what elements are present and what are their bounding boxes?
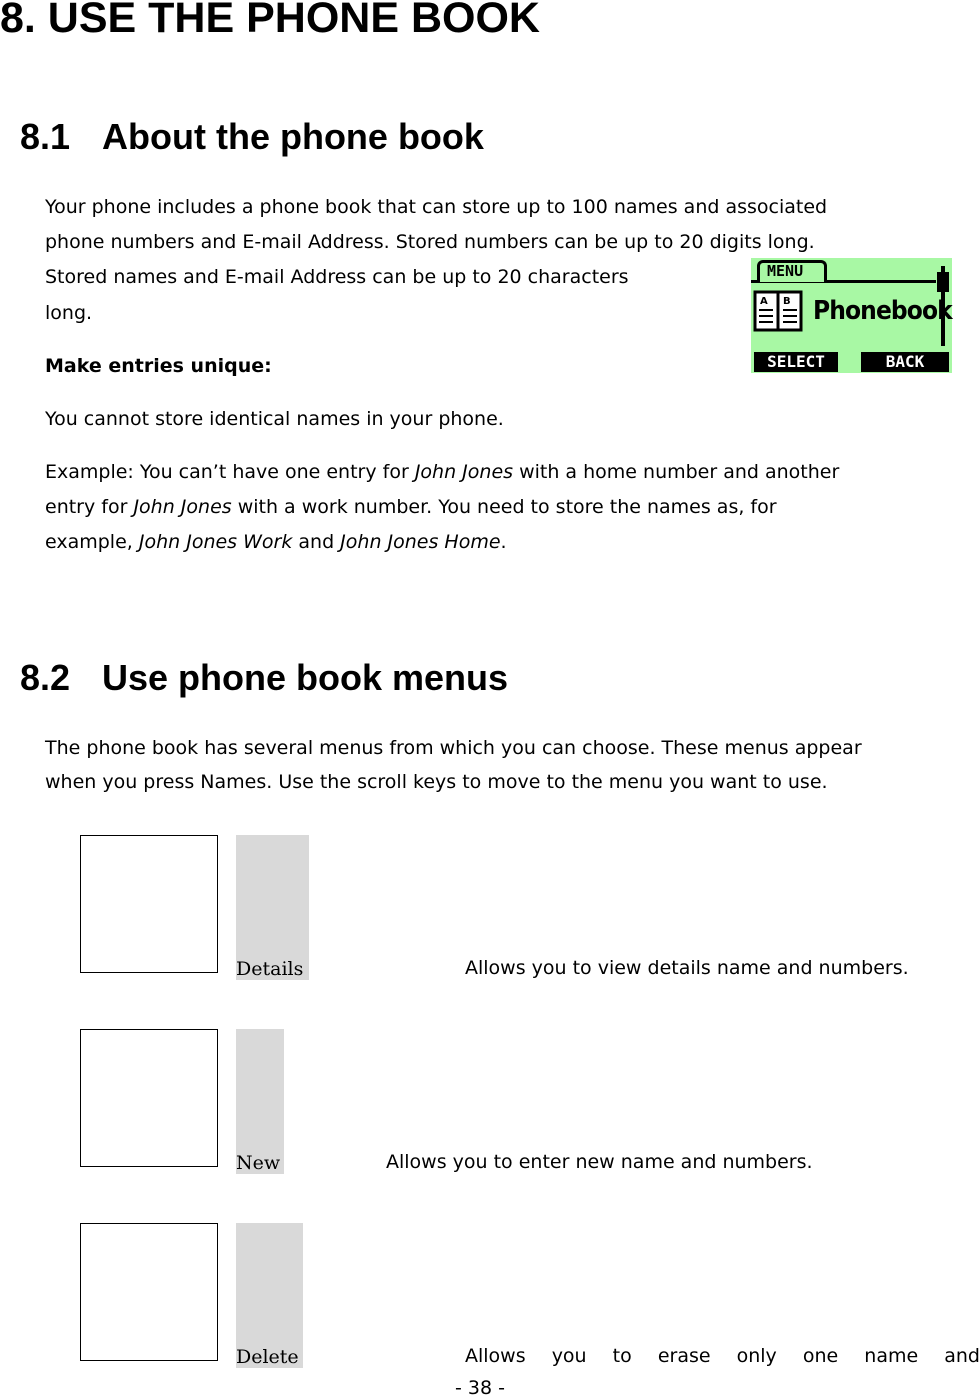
menu-icon-placeholder — [80, 835, 218, 973]
word: one — [802, 1345, 839, 1367]
section-title: Use phone book menus — [102, 657, 509, 698]
word: erase — [657, 1345, 711, 1367]
menu-tab-label: MENU — [767, 262, 804, 280]
italic-name: John Jones Work — [138, 531, 293, 553]
word: Allows — [465, 1345, 526, 1367]
back-softkey: BACK — [861, 352, 949, 372]
menu-description: Allows you to view details name and numbers. — [465, 957, 909, 979]
paragraph-line: when you press Names. Use the scroll keys to move to the menu you want to use. — [45, 771, 828, 793]
paragraph-line: long. — [45, 302, 93, 324]
section-title: About the phone book — [102, 116, 484, 157]
svg-text:B: B — [783, 296, 791, 307]
paragraph-line: The phone book has several menus from which you can choose. These menus appear — [45, 737, 862, 759]
menu-description-justified — [465, 1345, 980, 1367]
text-run: with a work number. You need to store the names as, for — [231, 496, 777, 518]
menu-label-box — [236, 1029, 284, 1174]
section-number: 8.2 — [20, 657, 71, 698]
text-run: entry for — [45, 496, 134, 518]
italic-name: John Jones — [414, 461, 514, 483]
word: to — [612, 1345, 632, 1367]
paragraph-line: You cannot store identical names in your phone. — [45, 408, 504, 430]
section-heading-8-1 — [20, 116, 484, 158]
menu-icon-placeholder — [80, 1029, 218, 1167]
paragraph-line: Stored names and E-mail Address can be up to 20 characters — [45, 266, 629, 288]
menu-label-details: Details — [236, 958, 304, 980]
section-number: 8.1 — [20, 116, 71, 157]
example-line-3 — [45, 531, 507, 553]
word: and — [944, 1345, 980, 1367]
text-run: . — [500, 531, 507, 553]
word: only — [736, 1345, 777, 1367]
select-softkey: SELECT — [754, 352, 838, 372]
paragraph-line: phone numbers and E-mail Address. Stored numbers can be up to 20 digits long. — [45, 231, 815, 253]
italic-name: John Jones — [133, 496, 232, 518]
text-run: example, — [45, 531, 139, 553]
text-run: Example: You can’t have one entry for — [45, 461, 415, 483]
text-run: and — [292, 531, 341, 553]
page-number: - 38 - — [455, 1377, 505, 1399]
text-run: with a home number and another — [513, 461, 840, 483]
paragraph-line: Your phone includes a phone book that can store up to 100 names and associated — [45, 196, 828, 218]
subheading: Make entries unique: — [45, 355, 272, 377]
phone-screen-image — [751, 258, 952, 373]
svg-text:A: A — [760, 296, 768, 307]
word: name — [864, 1345, 919, 1367]
menu-label-new: New — [236, 1152, 281, 1174]
section-heading-8-2 — [20, 657, 508, 699]
menu-label-box — [236, 1223, 303, 1368]
menu-description: Allows you to enter new name and numbers. — [386, 1151, 813, 1173]
menu-label-box — [236, 835, 309, 980]
italic-name: John Jones Home — [340, 531, 501, 553]
chapter-title: 8. USE THE PHONE BOOK — [0, 0, 540, 42]
menu-label-delete: Delete — [236, 1346, 299, 1368]
phone-screen-title: Phonebook — [813, 296, 952, 326]
menu-icon-placeholder — [80, 1223, 218, 1361]
example-line-1 — [45, 461, 839, 483]
phonebook-icon — [753, 290, 803, 332]
example-line-2 — [45, 496, 777, 518]
scroll-knob — [937, 272, 949, 292]
word: you — [551, 1345, 587, 1367]
